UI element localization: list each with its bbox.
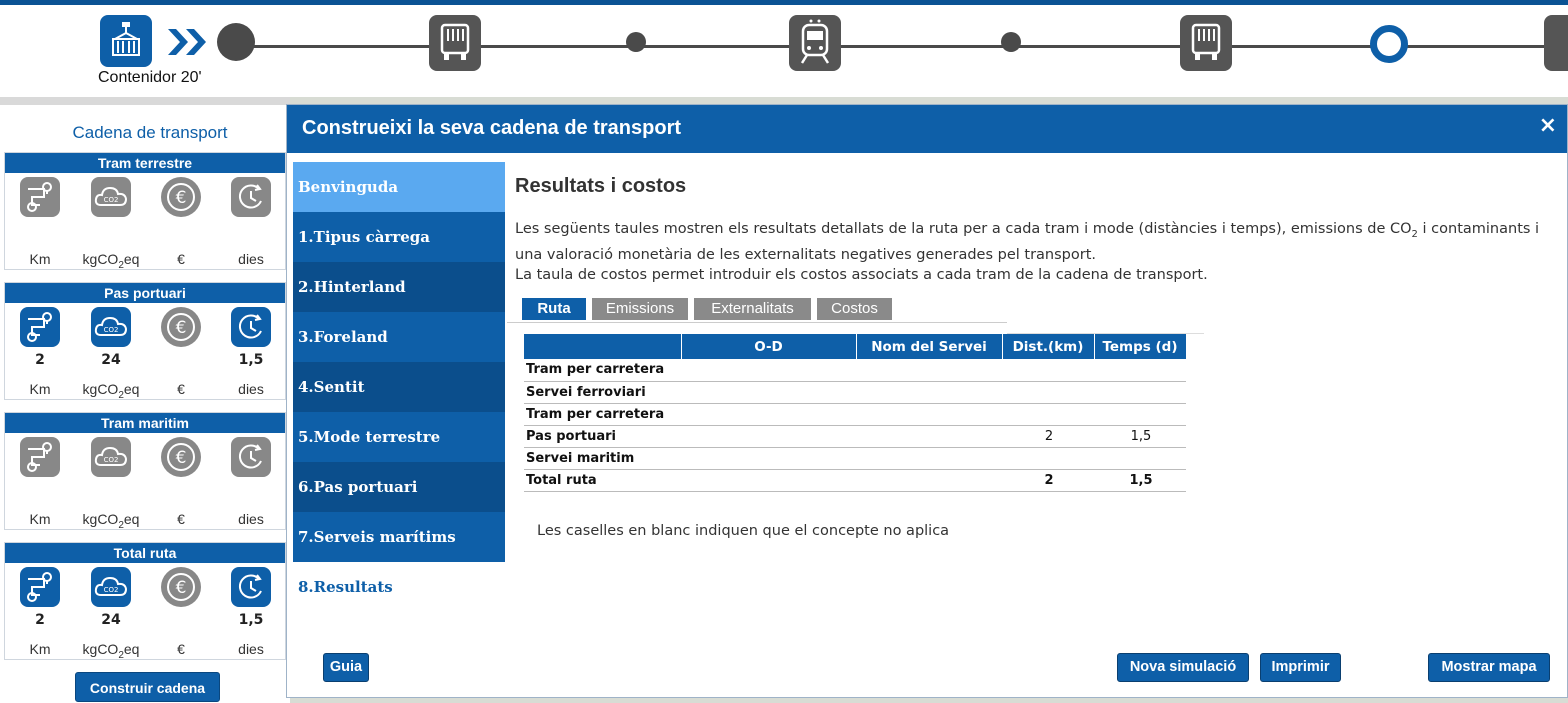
truck-icon[interactable] (429, 15, 481, 71)
new-simulation-button[interactable]: Nova simulació (1117, 653, 1249, 682)
unit-co2-suffix: eq (123, 511, 140, 527)
truck-icon[interactable] (1180, 15, 1232, 71)
unit-co2-prefix: kgCO (82, 251, 119, 267)
euro-icon-text: € (175, 188, 187, 208)
row-dist (1002, 447, 1094, 469)
unit-days: dies (238, 641, 264, 657)
summary-panel (4, 152, 286, 270)
show-map-button[interactable]: Mostrar mapa (1428, 653, 1550, 682)
unit-days: dies (238, 381, 264, 397)
euro-icon-text: € (175, 318, 187, 338)
node-dot[interactable] (626, 32, 646, 52)
row-time (1094, 403, 1186, 425)
unit-co2-sub: 2 (118, 649, 124, 661)
row-service (856, 359, 1002, 381)
row-dist: 2 (1002, 425, 1094, 447)
euro-icon-text: € (175, 578, 187, 598)
row-label: Tram per carretera (524, 359, 681, 381)
panel-title: Total ruta (5, 543, 285, 563)
co2-cloud-icon[interactable] (91, 437, 131, 477)
step-welcome[interactable]: Benvinguda (293, 162, 505, 212)
route-icon[interactable] (20, 437, 60, 477)
row-dist (1002, 403, 1094, 425)
row-label: Tram per carretera (524, 403, 681, 425)
summary-panel (4, 412, 286, 530)
unit-co2-suffix: eq (123, 381, 140, 397)
header-od: O-D (681, 334, 856, 359)
unit-km: Km (29, 511, 51, 527)
tab-costos[interactable]: Costos (817, 298, 892, 320)
row-label: Total ruta (524, 469, 681, 491)
panel-title: Tram maritim (5, 413, 285, 433)
row-service (856, 447, 1002, 469)
panel-value: 24 (101, 352, 121, 368)
panel-icons (5, 307, 285, 349)
row-time (1094, 381, 1186, 403)
route-icon[interactable] (20, 307, 60, 347)
panel-value: 2 (35, 612, 45, 628)
intro-line1-a: Les següents taules mostren els resultats detallats de la ruta per a cada tram i mode (distàncies i temps), emissions de CO (515, 221, 1412, 237)
route-icon[interactable] (20, 177, 60, 217)
unit-eur: € (177, 511, 185, 527)
table-header-row (524, 334, 1186, 359)
unit-co2-sub: 2 (118, 519, 124, 531)
modal-title: Construeixi la seva cadena de transport (302, 117, 682, 139)
unit-co2-suffix: eq (123, 641, 140, 657)
unit-co2 (76, 511, 146, 531)
panel-icons (5, 567, 285, 609)
step-hinterland[interactable]: 2.Hinterland (293, 262, 505, 312)
node-dot[interactable] (1001, 32, 1021, 52)
results-content (515, 175, 1555, 283)
guide-button[interactable]: Guia (323, 653, 369, 682)
euro-icon[interactable] (161, 437, 201, 477)
intro-text (515, 219, 1555, 285)
clock-icon[interactable] (231, 307, 271, 347)
row-od (681, 469, 856, 491)
panel-title: Pas portuari (5, 283, 285, 303)
unit-eur: € (177, 381, 185, 397)
row-time (1094, 359, 1186, 381)
table-row (524, 403, 1186, 425)
header-time: Temps (d) (1094, 334, 1186, 359)
wizard-steps (293, 162, 505, 612)
unit-eur: € (177, 641, 185, 657)
row-label: Servei maritim (524, 447, 681, 469)
content-title: Resultats i costos (515, 175, 687, 197)
unit-co2-suffix: eq (123, 251, 140, 267)
unit-days: dies (238, 511, 264, 527)
row-label: Pas portuari (524, 425, 681, 447)
unit-co2 (76, 641, 146, 661)
sidebar-title: Cadena de transport (72, 123, 228, 142)
unit-co2 (76, 251, 146, 271)
row-dist (1002, 381, 1094, 403)
tab-externalitats[interactable]: Externalitats (694, 298, 811, 320)
route-icon[interactable] (20, 567, 60, 607)
co2-icon-text: CO2 (103, 456, 119, 464)
intro-line2: La taula de costos permet introduir els costos associats a cada tram de la cadena de transport. (515, 266, 1208, 283)
clock-icon[interactable] (231, 567, 271, 607)
intro-line1-b: i contaminants i una valoració monetària de les externalitats negatives generades pel transport. (515, 221, 1540, 263)
row-time: 1,5 (1094, 469, 1186, 491)
co2-cloud-icon[interactable] (91, 567, 131, 607)
co2-icon-text: CO2 (103, 326, 119, 334)
tabs-underline (507, 322, 1007, 323)
co2-cloud-icon[interactable] (91, 177, 131, 217)
unit-co2-prefix: kgCO (82, 641, 119, 657)
table-row (524, 359, 1186, 381)
row-service (856, 381, 1002, 403)
port-ring-icon[interactable] (1370, 25, 1408, 63)
ship-icon[interactable] (1544, 15, 1568, 71)
row-service (856, 469, 1002, 491)
co2-icon-text: CO2 (103, 196, 119, 204)
euro-icon-text: € (175, 448, 187, 468)
modal-header (287, 105, 1567, 153)
header-blank (524, 334, 681, 359)
tab-emissions[interactable]: Emissions (592, 298, 688, 320)
row-od (681, 381, 856, 403)
step-land-mode[interactable]: 5.Mode terrestre (293, 412, 505, 462)
panel-value: 2 (35, 352, 45, 368)
step-maritime-services[interactable]: 7.Serveis marítims (293, 512, 505, 562)
step-cargo-type[interactable]: 1.Tipus càrrega (293, 212, 505, 262)
panel-value: 24 (101, 612, 121, 628)
tab-ruta[interactable]: Ruta (522, 298, 586, 320)
unit-co2-prefix: kgCO (82, 381, 119, 397)
container-label: Contenidor 20' (98, 69, 202, 86)
summary-panel (4, 282, 286, 400)
co2-icon-text: CO2 (103, 586, 119, 594)
panel-value: 1,5 (238, 352, 264, 368)
row-service (856, 403, 1002, 425)
unit-co2 (76, 381, 146, 401)
clock-icon[interactable] (231, 437, 271, 477)
row-time: 1,5 (1094, 425, 1186, 447)
row-od (681, 447, 856, 469)
unit-co2-sub: 2 (118, 389, 124, 401)
table-row (524, 425, 1186, 447)
panel-title: Tram terrestre (5, 153, 285, 173)
unit-eur: € (177, 251, 185, 267)
build-chain-button[interactable]: Construir cadena (75, 672, 220, 702)
close-icon[interactable]: × (1538, 113, 1557, 138)
euro-icon[interactable] (161, 177, 201, 217)
step-direction[interactable]: 4.Sentit (293, 362, 505, 412)
blank-cells-note: Les caselles en blanc indiquen que el concepte no aplica (537, 523, 950, 539)
summary-panel (4, 542, 286, 660)
step-port[interactable]: 6.Pas portuari (293, 462, 505, 512)
row-dist: 2 (1002, 469, 1094, 491)
co2-cloud-icon[interactable] (91, 307, 131, 347)
step-results[interactable]: 8.Resultats (293, 562, 505, 612)
step-foreland[interactable]: 3.Foreland (293, 312, 505, 362)
table-row (524, 381, 1186, 403)
unit-co2-prefix: kgCO (82, 511, 119, 527)
euro-icon[interactable] (161, 307, 201, 347)
unit-km: Km (29, 381, 51, 397)
row-od (681, 359, 856, 381)
row-label: Servei ferroviari (524, 381, 681, 403)
table-row (524, 447, 1186, 469)
chevrons-icon (166, 27, 212, 57)
unit-co2-sub: 2 (118, 259, 124, 271)
row-service (856, 425, 1002, 447)
unit-km: Km (29, 251, 51, 267)
panel-icons (5, 177, 285, 219)
route-table (524, 334, 1187, 492)
build-chain-modal (286, 104, 1568, 698)
container-icon[interactable] (100, 15, 152, 67)
row-dist (1002, 359, 1094, 381)
unit-days: dies (238, 251, 264, 267)
intro-sub: 2 (1411, 228, 1418, 240)
unit-km: Km (29, 641, 51, 657)
route-progress (0, 5, 1568, 97)
origin-dot[interactable] (217, 23, 255, 61)
row-od (681, 403, 856, 425)
row-time (1094, 447, 1186, 469)
header-service: Nom del Servei (856, 334, 1002, 359)
table-row-total (524, 469, 1186, 491)
euro-icon[interactable] (161, 567, 201, 607)
clock-icon[interactable] (231, 177, 271, 217)
row-od (681, 425, 856, 447)
train-icon[interactable] (789, 15, 841, 71)
print-button[interactable]: Imprimir (1260, 653, 1341, 682)
panel-value: 1,5 (238, 612, 264, 628)
panel-icons (5, 437, 285, 479)
header-dist: Dist.(km) (1002, 334, 1094, 359)
